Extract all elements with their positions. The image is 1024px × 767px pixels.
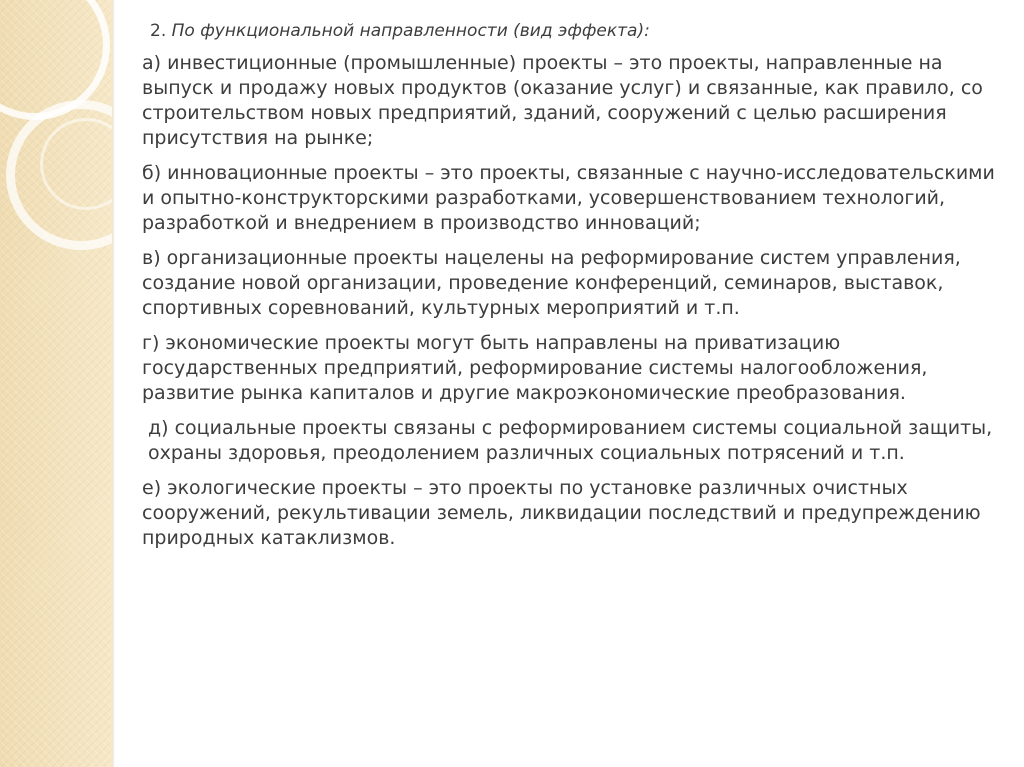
paragraph-organizational: в) организационные проекты нацелены на реформирование систем управления, создание новой организации, проведение конференций, семинаров, выставок, спортивных соревнований, культурных мероприятий и т.п. <box>142 247 961 319</box>
paragraph-ecological: е) экологические проекты – это проекты по установке различных очистных сооружений, рекультивации земель, ликвидации последствий и предупреждению природных катаклизмов. <box>142 477 981 549</box>
paragraph-social: д) социальные проекты связаны с реформированием системы социальной защиты, охраны здоровья, преодолением различных социальных потрясений и т.п. <box>148 417 993 464</box>
paragraph-innovation: б) инновационные проекты – это проекты, связанные с научно-исследовательскими и опытно-конструкторскими разработками, усовершенствованием технологий, разработкой и внедрением в производство инноваций; <box>142 162 995 234</box>
side-panel-edge <box>112 0 115 767</box>
decorative-side-panel <box>0 0 112 767</box>
slide-heading <box>150 18 1010 44</box>
slide-content <box>142 18 1010 561</box>
heading-number: 2. <box>150 21 167 41</box>
paragraph-investment: а) инвестиционные (промышленные) проекты – это проекты, направленные на выпуск и продажу новых продуктов (оказание услуг) и связанные, как правило, со строительством новых предприятий, зданий, сооружений с целью расширения присутствия на рынке; <box>142 52 983 149</box>
paragraph-economic: г) экономические проекты могут быть направлены на приватизацию государственных предприятий, реформирование системы налогообложения, развитие рынка капиталов и другие макроэкономические преобразования. <box>142 332 928 404</box>
heading-text: По функциональной направленности (вид эффекта): <box>171 21 650 41</box>
